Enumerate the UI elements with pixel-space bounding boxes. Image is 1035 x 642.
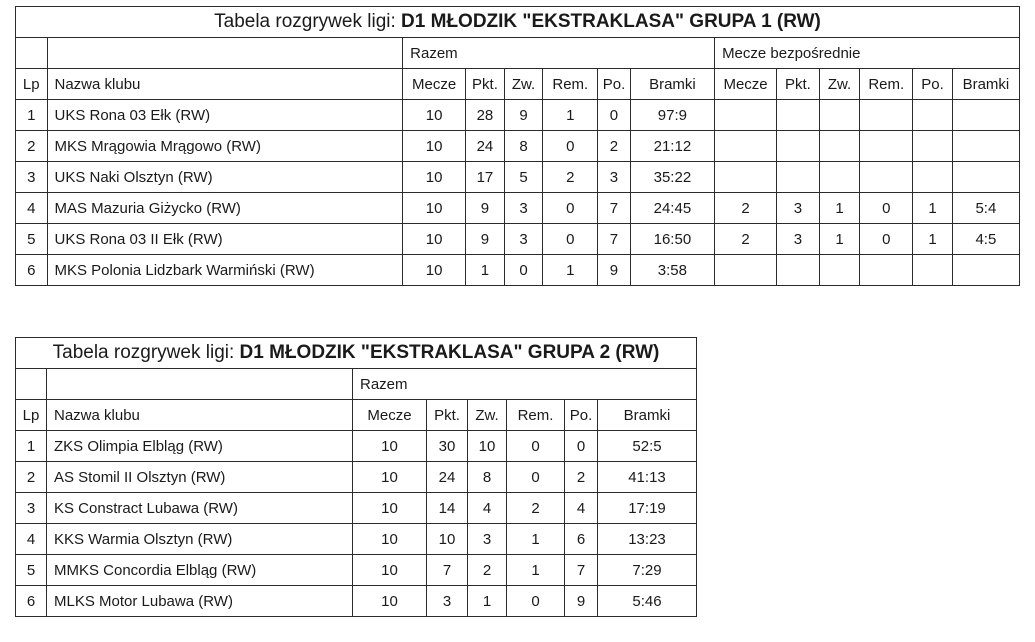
blank-cell <box>47 38 403 69</box>
cell-goals: 97:9 <box>630 100 714 131</box>
cell-matches: 10 <box>353 431 427 462</box>
cell-losses: 4 <box>565 493 598 524</box>
cell-draws: 0 <box>543 224 598 255</box>
table-row <box>16 493 697 524</box>
col-header-direct-draws: Rem. <box>860 69 913 100</box>
cell-matches: 10 <box>353 462 427 493</box>
cell-matches: 10 <box>353 586 427 617</box>
cell-direct-draws <box>860 131 913 162</box>
column-header-row <box>16 400 697 431</box>
cell-lp: 6 <box>16 255 48 286</box>
cell-losses: 6 <box>565 524 598 555</box>
cell-goals: 7:29 <box>598 555 697 586</box>
cell-club-name: MLKS Motor Lubawa (RW) <box>47 586 353 617</box>
cell-draws: 0 <box>507 431 565 462</box>
col-header-direct-losses: Po. <box>913 69 953 100</box>
cell-lp: 4 <box>16 193 48 224</box>
cell-direct-matches: 2 <box>715 224 777 255</box>
blank-cell <box>47 369 353 400</box>
cell-goals: 3:58 <box>630 255 714 286</box>
group-direct-header: Mecze bezpośrednie <box>715 38 1020 69</box>
cell-points: 28 <box>466 100 505 131</box>
cell-wins: 4 <box>468 493 507 524</box>
cell-lp: 5 <box>16 555 47 586</box>
cell-points: 1 <box>466 255 505 286</box>
cell-direct-draws <box>860 162 913 193</box>
table-row <box>16 586 697 617</box>
group-header-row <box>16 38 1020 69</box>
cell-direct-matches: 2 <box>715 193 777 224</box>
cell-lp: 2 <box>16 462 47 493</box>
table-title-row <box>16 338 697 369</box>
col-header-name: Nazwa klubu <box>47 69 403 100</box>
cell-points: 9 <box>466 224 505 255</box>
blank-cell <box>16 38 48 69</box>
cell-direct-points <box>777 162 820 193</box>
cell-direct-points: 3 <box>777 224 820 255</box>
table-row <box>16 431 697 462</box>
cell-losses: 0 <box>565 431 598 462</box>
cell-goals: 52:5 <box>598 431 697 462</box>
table-row <box>16 255 1020 286</box>
cell-direct-draws <box>860 100 913 131</box>
title-league: D1 MŁODZIK "EKSTRAKLASA" GRUPA 1 (RW) <box>401 11 821 32</box>
cell-draws: 0 <box>507 462 565 493</box>
table-row <box>16 224 1020 255</box>
cell-losses: 2 <box>565 462 598 493</box>
cell-direct-losses <box>913 255 953 286</box>
cell-lp: 5 <box>16 224 48 255</box>
cell-goals: 41:13 <box>598 462 697 493</box>
col-header-points: Pkt. <box>427 400 468 431</box>
group-header-row <box>16 369 697 400</box>
cell-lp: 3 <box>16 162 48 193</box>
cell-club-name: MKS Mrągowia Mrągowo (RW) <box>47 131 403 162</box>
cell-direct-goals: 5:4 <box>952 193 1019 224</box>
cell-goals: 17:19 <box>598 493 697 524</box>
cell-direct-losses <box>913 131 953 162</box>
cell-losses: 9 <box>565 586 598 617</box>
cell-wins: 9 <box>504 100 543 131</box>
cell-matches: 10 <box>403 100 466 131</box>
cell-lp: 1 <box>16 431 47 462</box>
table-row <box>16 131 1020 162</box>
cell-wins: 8 <box>468 462 507 493</box>
col-header-direct-wins: Zw. <box>819 69 860 100</box>
col-header-lp: Lp <box>16 69 48 100</box>
col-header-matches: Mecze <box>353 400 427 431</box>
cell-club-name: ZKS Olimpia Elbląg (RW) <box>47 431 353 462</box>
cell-losses: 7 <box>565 555 598 586</box>
cell-direct-draws: 0 <box>860 193 913 224</box>
cell-direct-losses <box>913 162 953 193</box>
cell-direct-draws <box>860 255 913 286</box>
cell-direct-goals <box>952 131 1019 162</box>
col-header-lp: Lp <box>16 400 47 431</box>
cell-direct-wins <box>819 162 860 193</box>
cell-lp: 3 <box>16 493 47 524</box>
col-header-wins: Zw. <box>468 400 507 431</box>
cell-goals: 21:12 <box>630 131 714 162</box>
cell-matches: 10 <box>403 193 466 224</box>
cell-matches: 10 <box>353 493 427 524</box>
cell-direct-wins <box>819 100 860 131</box>
cell-points: 7 <box>427 555 468 586</box>
cell-points: 17 <box>466 162 505 193</box>
cell-direct-points <box>777 100 820 131</box>
cell-losses: 7 <box>598 193 631 224</box>
cell-direct-points: 3 <box>777 193 820 224</box>
column-header-row <box>16 69 1020 100</box>
col-header-draws: Rem. <box>507 400 565 431</box>
cell-points: 9 <box>466 193 505 224</box>
cell-losses: 9 <box>598 255 631 286</box>
cell-losses: 2 <box>598 131 631 162</box>
col-header-losses: Po. <box>565 400 598 431</box>
cell-points: 10 <box>427 524 468 555</box>
col-header-matches: Mecze <box>403 69 466 100</box>
cell-wins: 8 <box>504 131 543 162</box>
col-header-points: Pkt. <box>466 69 505 100</box>
cell-matches: 10 <box>353 524 427 555</box>
cell-draws: 0 <box>543 193 598 224</box>
cell-direct-goals <box>952 255 1019 286</box>
cell-draws: 2 <box>543 162 598 193</box>
cell-direct-losses <box>913 100 953 131</box>
cell-lp: 2 <box>16 131 48 162</box>
cell-direct-goals <box>952 162 1019 193</box>
table-row <box>16 100 1020 131</box>
cell-points: 30 <box>427 431 468 462</box>
col-header-goals: Bramki <box>598 400 697 431</box>
col-header-direct-goals: Bramki <box>952 69 1019 100</box>
cell-goals: 5:46 <box>598 586 697 617</box>
cell-draws: 1 <box>543 255 598 286</box>
title-prefix: Tabela rozgrywek ligi: <box>52 342 235 363</box>
cell-direct-points <box>777 255 820 286</box>
cell-draws: 1 <box>507 555 565 586</box>
cell-points: 14 <box>427 493 468 524</box>
cell-wins: 3 <box>504 224 543 255</box>
cell-direct-losses: 1 <box>913 224 953 255</box>
league-table-group-1 <box>15 6 1020 286</box>
cell-matches: 10 <box>403 255 466 286</box>
title-league: D1 MŁODZIK "EKSTRAKLASA" GRUPA 2 (RW) <box>239 342 660 363</box>
cell-draws: 1 <box>543 100 598 131</box>
league-table-group-2 <box>15 337 697 617</box>
cell-goals: 13:23 <box>598 524 697 555</box>
cell-losses: 0 <box>598 100 631 131</box>
table-title <box>16 338 697 369</box>
cell-goals: 35:22 <box>630 162 714 193</box>
cell-draws: 0 <box>507 586 565 617</box>
cell-club-name: KKS Warmia Olsztyn (RW) <box>47 524 353 555</box>
title-prefix: Tabela rozgrywek ligi: <box>214 11 396 32</box>
cell-wins: 10 <box>468 431 507 462</box>
cell-direct-wins <box>819 255 860 286</box>
cell-direct-goals <box>952 100 1019 131</box>
table-row <box>16 462 697 493</box>
table-title <box>16 7 1020 38</box>
col-header-goals: Bramki <box>630 69 714 100</box>
group-total-header: Razem <box>403 38 715 69</box>
cell-club-name: UKS Rona 03 II Ełk (RW) <box>47 224 403 255</box>
cell-matches: 10 <box>403 131 466 162</box>
cell-points: 24 <box>466 131 505 162</box>
cell-wins: 5 <box>504 162 543 193</box>
cell-goals: 24:45 <box>630 193 714 224</box>
cell-draws: 0 <box>543 131 598 162</box>
cell-draws: 2 <box>507 493 565 524</box>
cell-wins: 1 <box>468 586 507 617</box>
cell-club-name: MMKS Concordia Elbląg (RW) <box>47 555 353 586</box>
cell-matches: 10 <box>403 162 466 193</box>
cell-club-name: KS Constract Lubawa (RW) <box>47 493 353 524</box>
blank-cell <box>16 369 47 400</box>
col-header-direct-points: Pkt. <box>777 69 820 100</box>
cell-club-name: MAS Mazuria Giżycko (RW) <box>47 193 403 224</box>
cell-wins: 2 <box>468 555 507 586</box>
cell-points: 3 <box>427 586 468 617</box>
table-row <box>16 555 697 586</box>
table-title-row <box>16 7 1020 38</box>
cell-draws: 1 <box>507 524 565 555</box>
cell-direct-losses: 1 <box>913 193 953 224</box>
cell-club-name: UKS Rona 03 Ełk (RW) <box>47 100 403 131</box>
cell-direct-matches <box>715 131 777 162</box>
cell-wins: 3 <box>504 193 543 224</box>
table-row <box>16 162 1020 193</box>
cell-direct-goals: 4:5 <box>952 224 1019 255</box>
cell-losses: 3 <box>598 162 631 193</box>
col-header-direct-matches: Mecze <box>715 69 777 100</box>
cell-club-name: MKS Polonia Lidzbark Warmiński (RW) <box>47 255 403 286</box>
cell-club-name: AS Stomil II Olsztyn (RW) <box>47 462 353 493</box>
cell-points: 24 <box>427 462 468 493</box>
col-header-name: Nazwa klubu <box>47 400 353 431</box>
cell-wins: 0 <box>504 255 543 286</box>
cell-wins: 3 <box>468 524 507 555</box>
table-row <box>16 193 1020 224</box>
cell-direct-wins <box>819 131 860 162</box>
cell-goals: 16:50 <box>630 224 714 255</box>
cell-direct-wins: 1 <box>819 224 860 255</box>
cell-losses: 7 <box>598 224 631 255</box>
cell-lp: 1 <box>16 100 48 131</box>
cell-direct-matches <box>715 100 777 131</box>
cell-direct-wins: 1 <box>819 193 860 224</box>
col-header-draws: Rem. <box>543 69 598 100</box>
cell-direct-matches <box>715 255 777 286</box>
cell-lp: 6 <box>16 586 47 617</box>
cell-matches: 10 <box>353 555 427 586</box>
cell-direct-matches <box>715 162 777 193</box>
cell-direct-points <box>777 131 820 162</box>
cell-club-name: UKS Naki Olsztyn (RW) <box>47 162 403 193</box>
table-row <box>16 524 697 555</box>
cell-lp: 4 <box>16 524 47 555</box>
cell-matches: 10 <box>403 224 466 255</box>
cell-direct-draws: 0 <box>860 224 913 255</box>
group-total-header: Razem <box>353 369 697 400</box>
col-header-losses: Po. <box>598 69 631 100</box>
col-header-wins: Zw. <box>504 69 543 100</box>
